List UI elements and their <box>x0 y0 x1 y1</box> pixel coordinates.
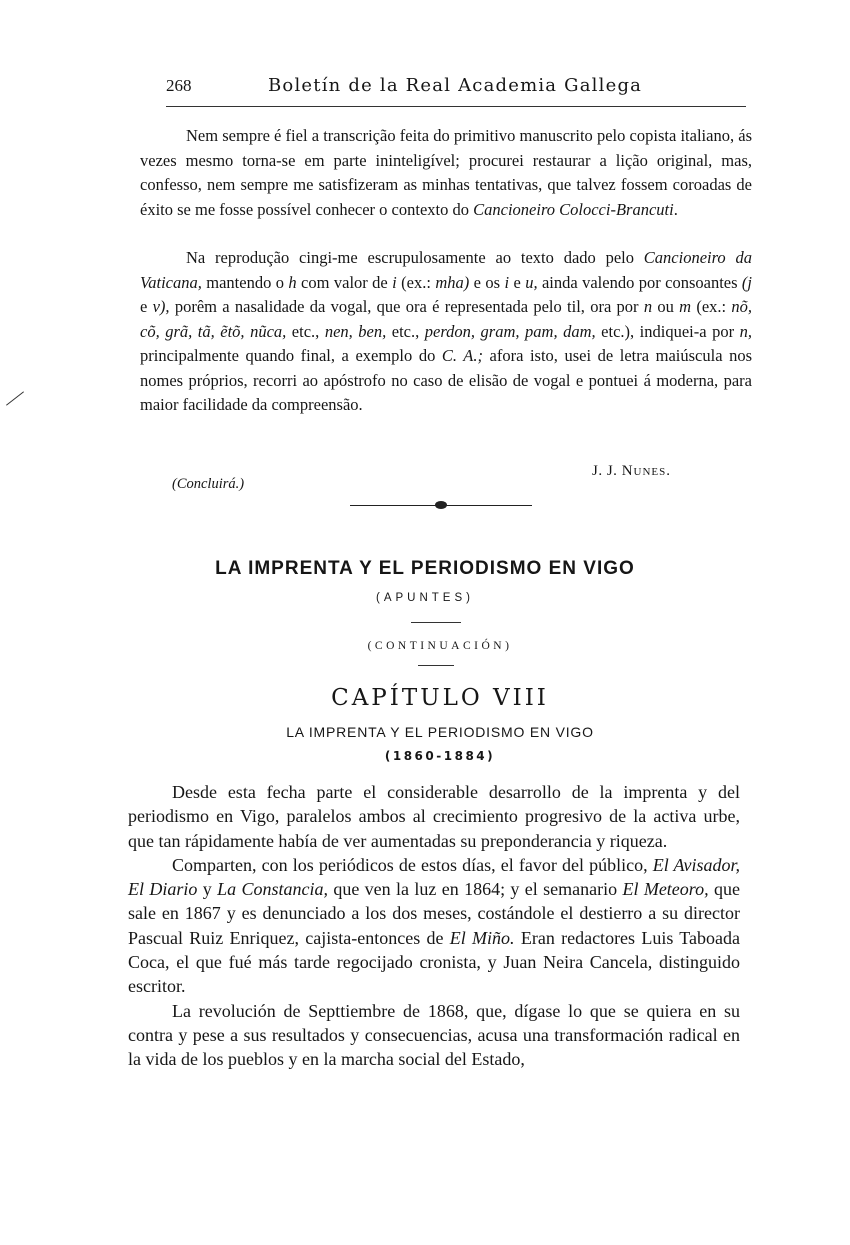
text-run: mantendo o <box>201 272 289 292</box>
italic-run: i <box>504 272 510 292</box>
italic-run: perdon, gram, pam, dam, <box>424 321 596 341</box>
article-body <box>128 780 740 1072</box>
italic-run: n, <box>739 321 752 341</box>
chapter-heading: CAPÍTULO VIII <box>331 685 549 711</box>
text-run: e <box>140 297 153 316</box>
text-run: com valor de <box>296 272 393 292</box>
italic-run: Cancioneiro da Vaticana, <box>140 248 752 292</box>
italic-run: El Meteoro, <box>622 879 709 900</box>
text-run: ainda valendo por consoantes <box>537 272 742 292</box>
text-run: (ex.: <box>691 297 732 316</box>
text-run: porêm a nasalidade da vogal, que ora é representada pelo til, ora por <box>169 297 644 316</box>
body-paragraph-1: Desde esta fecha parte el considerable desarrollo de la imprenta y del periodismo en Vigo, paralelos ambos al crecimiento progresivo de la activa urbe, que tan rápidamente había de ver aumentadas su preponderancia y riqueza. <box>128 782 740 851</box>
text-run: e <box>509 272 526 292</box>
text-run: (ex.: <box>396 272 436 292</box>
body-paragraph-2 <box>128 853 740 999</box>
italic-run: nen, ben, <box>324 321 387 341</box>
text-run: y <box>197 879 218 900</box>
text-run: . <box>673 199 678 219</box>
italic-run: El Avisador, El Diario <box>128 854 740 900</box>
journal-title: Boletín de la Real Academia Gallega <box>268 75 643 96</box>
text-run: Nem sempre é fiel a transcrição feita do primitivo manuscrito pelo copista italiano, ás vezes mesmo torna-se em parte ininteligível; procurei restaurar a lição original, mas, confesso, nem sempre me satisfizeram as minhas tentativas, que talvez fossem coroadas de éxito se me fosse possível conhecer o contexto do <box>140 126 752 219</box>
italic-title: Cancioneiro Colocci-Brancuti <box>473 199 674 219</box>
italic-run: n <box>643 297 653 316</box>
text-run: afora isto, usei de letra maiúscula nos nomes próprios, recorri ao apóstrofo no caso de elisão de vogal e pontuei á moderna, para maior facilidade da compreensão. <box>140 346 752 414</box>
italic-run: (j <box>741 272 753 292</box>
text-run: etc.), indiquei-a por <box>595 321 740 341</box>
to-be-concluded-note: (Concluirá.) <box>172 476 245 492</box>
text-run: Comparten, con los periódicos de estos días, el favor del público, <box>172 854 653 875</box>
header-rule <box>166 106 746 107</box>
previous-article-paragraph-1 <box>140 124 752 222</box>
previous-article-paragraph-2 <box>140 246 752 418</box>
signature-name: Nunes. <box>621 463 671 479</box>
text-run: que ven la luz en 1864; y el semanario <box>327 879 623 900</box>
divider-line-right <box>446 505 532 506</box>
article-subtitle: (APUNTES) <box>376 592 474 604</box>
body-paragraph-3: La revolución de Septtiembre de 1868, que, dígase lo que se quiera en su contra y pese a sus resultados y consecuencias, acusa una transformación radical en la vida de los pueblos y en la marcha social del Estado, <box>128 1000 740 1070</box>
italic-run: i <box>392 272 397 292</box>
italic-run: nõ, cõ, grã, tã, ẽtõ, nũca, <box>140 297 753 341</box>
margin-pen-mark <box>6 391 24 405</box>
italic-run: u, <box>525 272 538 292</box>
page-number: 268 <box>166 76 192 95</box>
text-run: ou <box>652 297 680 316</box>
short-rule <box>411 622 461 623</box>
italic-run: La Constancia, <box>217 879 328 900</box>
text-run: etc., <box>386 321 425 341</box>
divider-line-left <box>350 505 436 506</box>
chapter-subtitle: LA IMPRENTA Y EL PERIODISMO EN VIGO <box>286 724 594 740</box>
italic-run: mha) <box>435 272 470 292</box>
signature-initials: J. J. <box>592 463 622 479</box>
text-run: Eran redactores Luis Taboada Coca, el que fué más tarde regocijado cronista, y Juan Neira Cancela, distinguido escritor. <box>128 927 740 997</box>
running-header <box>166 72 746 102</box>
text-run: principalmente quando final, a exemplo do <box>140 346 442 365</box>
italic-run: C. A.; <box>441 346 483 365</box>
text-run: etc., <box>286 321 325 341</box>
text-run: que sale en 1867 y es denunciado a los dos meses, costándole el destierro a su director Pascual Ruiz Enriquez, cajista-entonces de <box>128 879 740 948</box>
section-divider-ornament <box>350 500 532 512</box>
italic-run: El Miño. <box>449 927 515 948</box>
article-title: LA IMPRENTA Y EL PERIODISMO EN VIGO <box>215 558 635 579</box>
continuation-label: (CONTINUACIÓN) <box>367 640 513 652</box>
italic-run: v), <box>152 297 170 316</box>
short-rule <box>418 665 454 666</box>
italic-run: m <box>679 297 692 316</box>
author-signature <box>592 463 671 480</box>
text-run: e os <box>469 272 505 292</box>
italic-run: h <box>288 272 297 292</box>
text-run: Na reprodução cingi-me escrupulosamente ao texto dado pelo <box>186 248 644 267</box>
chapter-years: (1860-1884) <box>384 749 496 763</box>
